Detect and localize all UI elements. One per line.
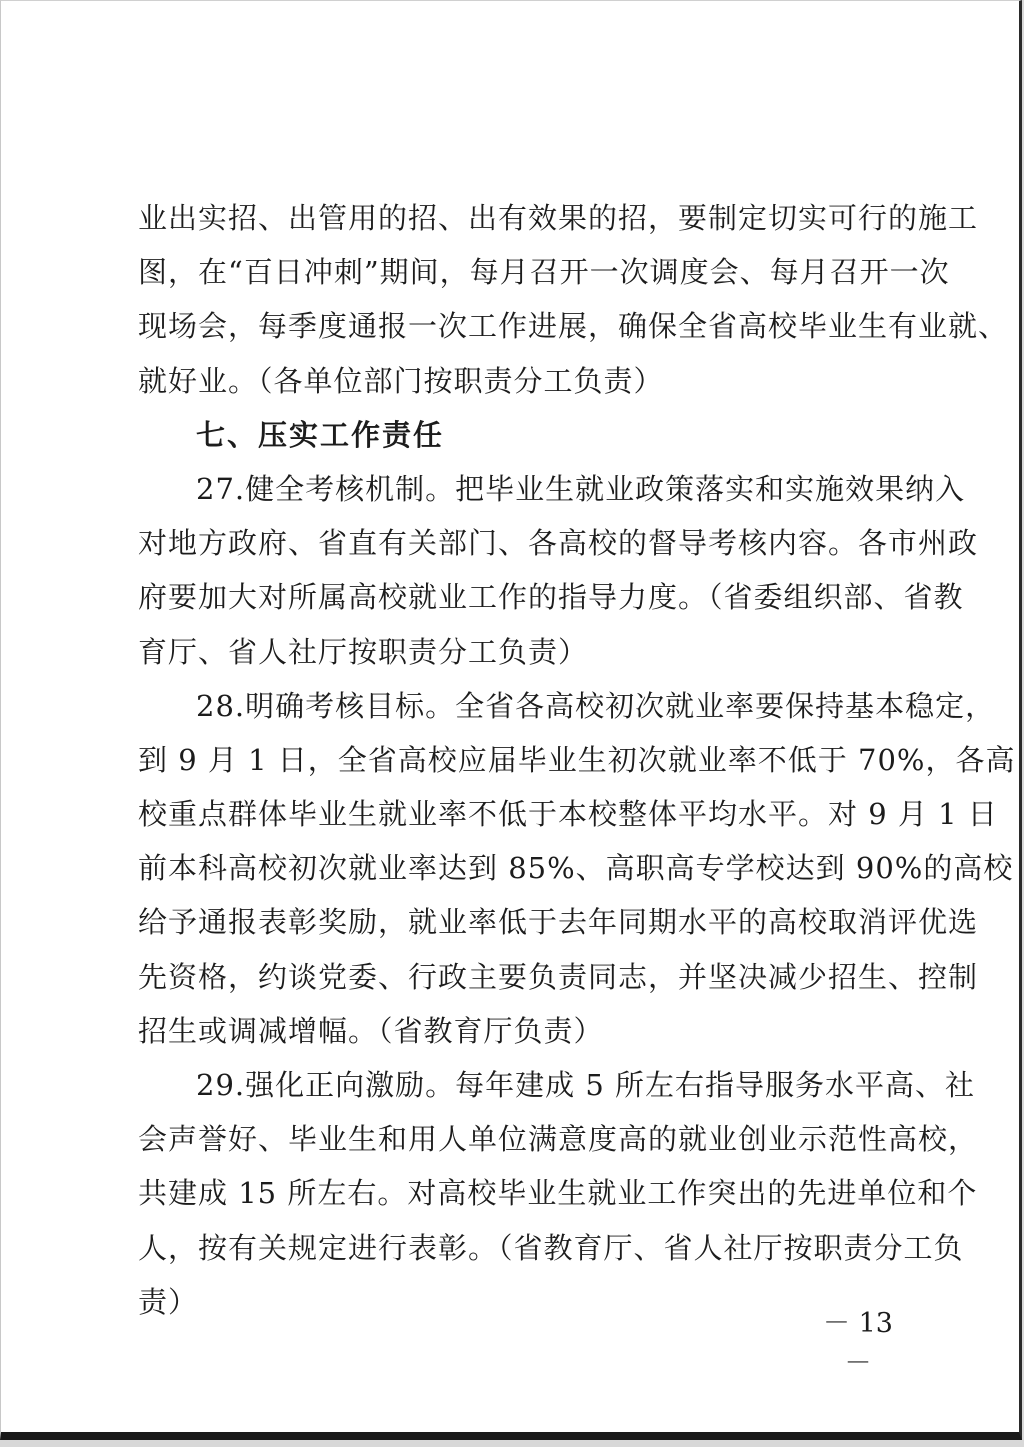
document-body bbox=[138, 191, 1016, 1329]
text-line: 27.健全考核机制。把毕业生就业政策落实和实施效果纳入 bbox=[196, 471, 966, 506]
text-line: 就好业。（各单位部门按职责分工负责） bbox=[138, 363, 664, 398]
text-line: 责） bbox=[138, 1284, 199, 1319]
text-line: 现场会，每季度通报一次工作进展，确保全省高校毕业生有业就、 bbox=[138, 309, 1009, 344]
text-line: 给予通报表彰奖励，就业率低于去年同期水平的高校取消评优选 bbox=[138, 905, 979, 940]
text-line: 共建成 15 所左右。对高校毕业生就业工作突出的先进单位和个 bbox=[138, 1176, 978, 1211]
text-line: 29.强化正向激励。每年建成 5 所左右指导服务水平高、社 bbox=[196, 1068, 976, 1102]
text-line: 前本科高校初次就业率达到 85%、高职高专学校达到 90%的高校 bbox=[138, 851, 1014, 886]
section-heading: 七、压实工作责任 bbox=[196, 417, 445, 452]
text-line: 招生或调减增幅。（省教育厅负责） bbox=[138, 1013, 604, 1048]
text-line: 育厅、省人社厅按职责分工负责） bbox=[138, 634, 589, 669]
text-line: 会声誉好、毕业生和用人单位满意度高的就业创业示范性高校， bbox=[138, 1122, 979, 1157]
text-line: 业出实招、出管用的招、出有效果的招，要制定切实可行的施工 bbox=[138, 201, 979, 235]
text-line: 府要加大对所属高校就业工作的指导力度。（省委组织部、省教 bbox=[138, 580, 964, 615]
text-line: 校重点群体毕业生就业率不低于本校整体平均水平。对 9 月 1 日 bbox=[138, 797, 998, 832]
text-line: 对地方政府、省直有关部门、各高校的督导考核内容。各市州政 bbox=[138, 526, 979, 561]
text-line: 到 9 月 1 日，全省高校应届毕业生初次就业率不低于 70%，各高 bbox=[138, 742, 1016, 777]
text-line: 人，按有关规定进行表彰。（省教育厅、省人社厅按职责分工负 bbox=[138, 1230, 964, 1265]
page-number: － 13 － bbox=[823, 1308, 893, 1379]
text-line: 28.明确考核目标。全省各高校初次就业率要保持基本稳定， bbox=[196, 688, 996, 723]
text-line: 先资格，约谈党委、行政主要负责同志，并坚决减少招生、控制 bbox=[138, 959, 979, 994]
text-line: 图，在“百日冲刺”期间，每月召开一次调度会、每月召开一次 bbox=[138, 255, 950, 290]
